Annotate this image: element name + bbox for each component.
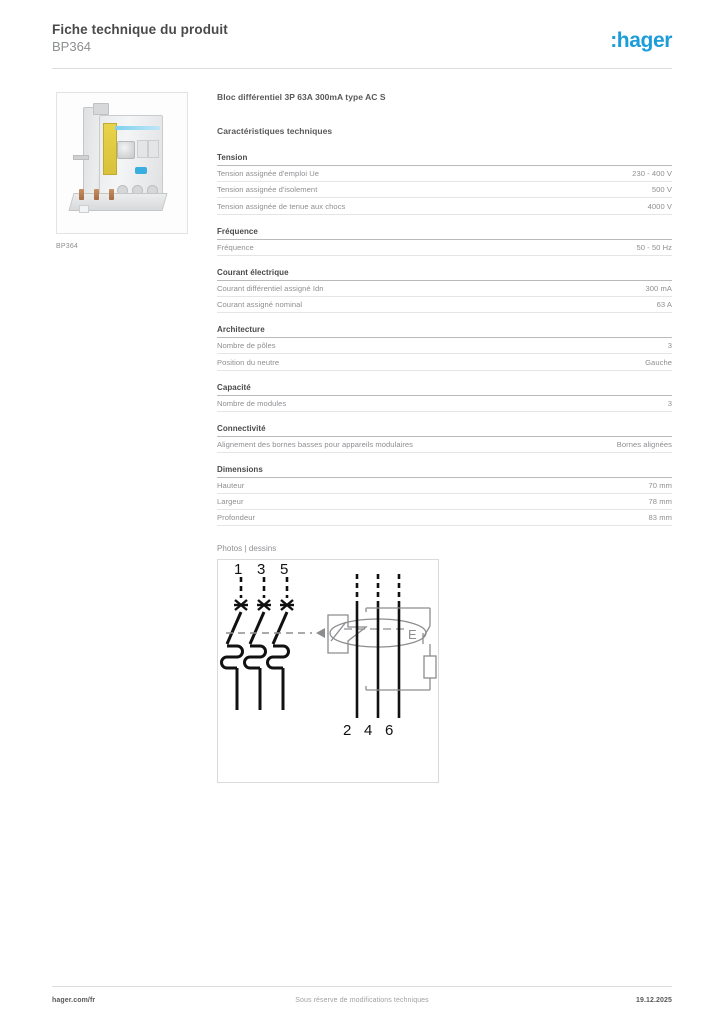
spec-row — [217, 198, 672, 214]
product-blue-tab — [135, 167, 147, 174]
footer-divider — [52, 986, 672, 987]
spec-value: 500 V — [651, 185, 672, 195]
spec-row — [217, 510, 672, 526]
spec-value: 300 mA — [645, 283, 672, 293]
spec-label: Fréquence — [217, 242, 254, 252]
spec-value: 83 mm — [648, 513, 672, 523]
product-name: Bloc différentiel 3P 63A 300mA type AC S — [217, 92, 386, 102]
product-blue-strip — [115, 126, 160, 130]
spec-label: Tension assignée d'isolement — [217, 185, 318, 195]
product-copper-pin — [94, 189, 99, 200]
footer-date: 19.12.2025 — [635, 997, 672, 1004]
page-header — [52, 22, 672, 68]
test-button-label: E — [408, 627, 417, 643]
spec-group-title: Connectivité — [217, 424, 672, 437]
spec-group — [217, 153, 672, 215]
spec-label: Nombre de pôles — [217, 341, 276, 351]
wiring-diagram-svg — [218, 560, 438, 782]
footer-website[interactable]: hager.com/fr — [52, 997, 96, 1004]
spec-value: Gauche — [645, 357, 672, 367]
spec-row — [217, 240, 672, 256]
product-top-tab — [93, 103, 109, 115]
product-window-left — [137, 140, 148, 158]
spec-label: Profondeur — [217, 513, 256, 523]
product-photo-caption: BP364 — [56, 243, 79, 250]
terminal-label-2: 2 — [343, 722, 352, 740]
terminal-label-6: 6 — [385, 722, 394, 740]
product-copper-pin — [79, 189, 84, 200]
spec-group-title: Tension — [217, 153, 672, 166]
spec-label: Hauteur — [217, 481, 245, 491]
spec-group — [217, 325, 672, 370]
product-copper-pin — [109, 189, 114, 200]
spec-label: Tension assignée d'emploi Ue — [217, 169, 320, 179]
spec-label: Courant assigné nominal — [217, 300, 303, 310]
product-dial — [117, 141, 135, 159]
product-yellow-label — [103, 123, 117, 175]
spec-row — [217, 437, 672, 453]
product-photo-frame — [56, 92, 188, 234]
spec-group — [217, 465, 672, 527]
technical-specs-heading: Caractéristiques techniques — [217, 126, 333, 136]
spec-label: Nombre de modules — [217, 398, 287, 408]
terminal-label-3: 3 — [257, 561, 266, 579]
spec-group-title: Capacité — [217, 383, 672, 396]
page-title: Fiche technique du produit — [52, 22, 228, 37]
spec-value: 3 — [667, 341, 672, 351]
spec-value: 3 — [667, 398, 672, 408]
spec-group — [217, 227, 672, 256]
footer-disclaimer: Sous réserve de modifications techniques — [295, 997, 429, 1004]
spec-label: Position du neutre — [217, 357, 280, 367]
spec-row — [217, 182, 672, 198]
spec-value: 4000 V — [647, 201, 672, 211]
spec-group-title: Dimensions — [217, 465, 672, 478]
product-din-clip — [79, 205, 89, 213]
main-content — [217, 92, 672, 783]
spec-row — [217, 166, 672, 182]
spec-group — [217, 383, 672, 412]
spec-value: 63 A — [656, 300, 672, 310]
spec-value: 230 - 400 V — [632, 169, 672, 179]
spec-group-title: Fréquence — [217, 227, 672, 240]
spec-label: Largeur — [217, 497, 244, 507]
spec-label: Courant différentiel assigné Idn — [217, 283, 324, 293]
specifications-table — [217, 153, 672, 526]
header-divider — [52, 68, 672, 69]
spec-value: 50 - 50 Hz — [636, 242, 672, 252]
spec-group-title: Courant électrique — [217, 268, 672, 281]
product-window-right — [148, 140, 159, 158]
wiring-diagram-box — [217, 559, 439, 783]
spec-group-title: Architecture — [217, 325, 672, 338]
spec-value: 78 mm — [648, 497, 672, 507]
spec-row — [217, 494, 672, 510]
product-photo-image — [57, 93, 187, 233]
spec-row — [217, 297, 672, 313]
spec-label: Tension assignée de tenue aux chocs — [217, 201, 346, 211]
hager-logo: :hager — [610, 29, 672, 52]
page-footer — [52, 997, 672, 1011]
product-side-arm — [73, 155, 89, 160]
spec-row — [217, 478, 672, 494]
terminal-label-1: 1 — [234, 561, 243, 579]
spec-row — [217, 396, 672, 412]
terminal-label-5: 5 — [280, 561, 289, 579]
spec-row — [217, 281, 672, 297]
spec-group — [217, 268, 672, 313]
spec-value: 70 mm — [648, 481, 672, 491]
spec-row — [217, 338, 672, 354]
drawing-section-heading: Photos | dessins — [217, 544, 277, 554]
terminal-label-4: 4 — [364, 722, 373, 740]
spec-label: Alignement des bornes basses pour appareils modulaires — [217, 439, 414, 449]
page-subtitle-reference: BP364 — [52, 39, 92, 54]
spec-value: Bornes alignées — [616, 439, 672, 449]
spec-row — [217, 354, 672, 370]
spec-group — [217, 424, 672, 453]
